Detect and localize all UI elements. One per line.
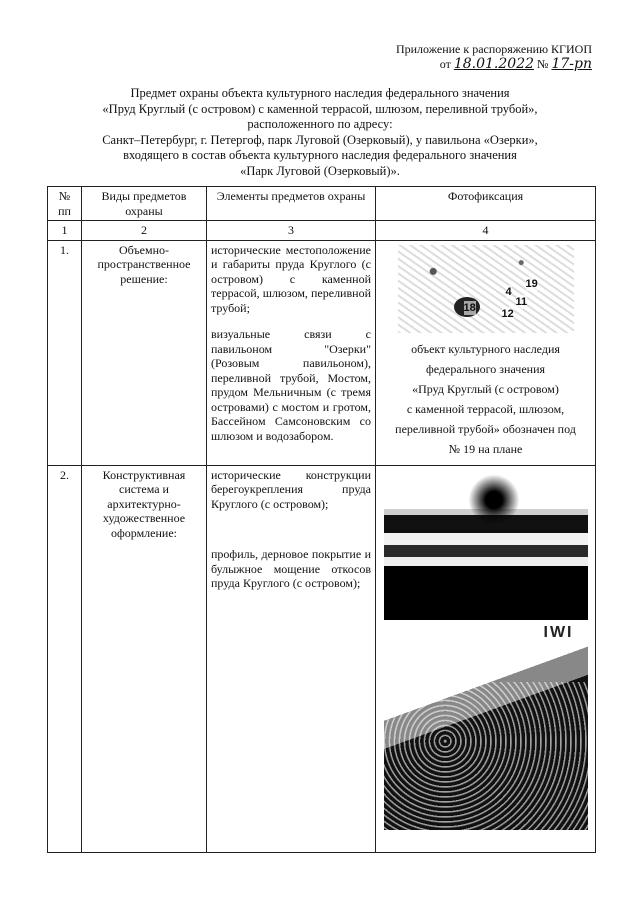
site-plan-image <box>398 245 574 333</box>
appendix-number: 17-рп <box>551 56 592 72</box>
appendix-from: от <box>439 57 451 71</box>
caption-line: федерального значения <box>425 361 546 376</box>
pond-terrace-photo <box>384 470 588 620</box>
caption-line: с каменной террасой, шлюзом, <box>406 401 565 416</box>
appendix-line: Приложение к распоряжению КГИОП <box>395 42 592 56</box>
header-photo: Фотофиксация <box>376 187 596 221</box>
element-text: исторические конструкции берегоукрепления пруда Круглого (с островом); <box>211 467 371 511</box>
tree-shape <box>464 470 524 530</box>
table-number-row <box>48 221 596 241</box>
document-title <box>60 86 580 179</box>
title-line: Санкт–Петербург, г. Петергоф, парк Луговой (Озерковый), у павильона «Озерки», <box>102 132 538 147</box>
protection-table <box>47 186 596 853</box>
row-num: 1. <box>48 240 82 465</box>
col-number: 1 <box>48 221 82 241</box>
map-label: 18 <box>463 301 476 314</box>
row-num: 2. <box>48 465 82 852</box>
table-row <box>48 465 596 852</box>
map-label: 19 <box>525 277 538 290</box>
element-text: исторические местоположение и габариты пруда Круглого (с островом) с каменной террасой, шлюзом, переливной трубой; <box>211 242 371 315</box>
appendix-date: 18.01.2022 <box>453 56 535 72</box>
header-num: № пп <box>48 187 82 221</box>
title-line: входящего в состав объекта культурного наследия федерального значения <box>123 148 517 162</box>
table-header-row <box>48 187 596 221</box>
caption-line: № 19 на плане <box>448 441 523 456</box>
appendix-date-line <box>372 57 592 72</box>
appendix-no-label: № <box>537 57 549 71</box>
caption-line: объект культурного наследия <box>411 341 560 356</box>
row-kind: Конструктивная система и архитектурно-художественное оформление: <box>82 465 207 852</box>
caption-line: переливной трубой» обозначен под <box>395 421 576 436</box>
element-text: профиль, дерновое покрытие и булыжное мощение откосов пруда Круглого (с островом); <box>211 547 371 590</box>
header-elements: Элементы предметов охраны <box>207 187 376 221</box>
header-kind: Виды предметов охраны <box>82 187 207 221</box>
row-photo <box>376 240 596 465</box>
title-line: Предмет охраны объекта культурного наследия федерального значения <box>130 86 510 100</box>
pond-slope-photo <box>384 622 588 830</box>
row-photo <box>376 465 596 852</box>
title-line: «Парк Луговой (Озерковый)». <box>240 163 400 178</box>
element-text: визуальные связи с павильоном "Озерки" (Розовым павильоном), переливной трубой, Мостом, прудом Мельничным (с тремя островами) с мостом и гротом, Бассейном Самсоновским со шлюзом и водозабором. <box>211 327 371 443</box>
appendix-header <box>372 42 592 72</box>
row-kind: Объемно-пространственное решение: <box>82 240 207 465</box>
col-number: 2 <box>82 221 207 241</box>
photo-sign: IWI <box>543 623 574 641</box>
map-label: 12 <box>501 307 514 320</box>
row-elements <box>207 465 376 852</box>
table-row <box>48 240 596 465</box>
col-number: 4 <box>376 221 596 241</box>
title-line: расположенного по адресу: <box>247 117 393 131</box>
photo-caption <box>380 339 591 459</box>
col-number: 3 <box>207 221 376 241</box>
title-line: «Пруд Круглый (с островом) с каменной террасой, шлюзом, переливной трубой», <box>102 101 538 116</box>
texture <box>384 682 588 830</box>
caption-line: «Пруд Круглый (с островом) <box>412 381 559 396</box>
row-elements <box>207 240 376 465</box>
map-label: 11 <box>515 295 528 308</box>
map-label: 4 <box>505 285 512 298</box>
